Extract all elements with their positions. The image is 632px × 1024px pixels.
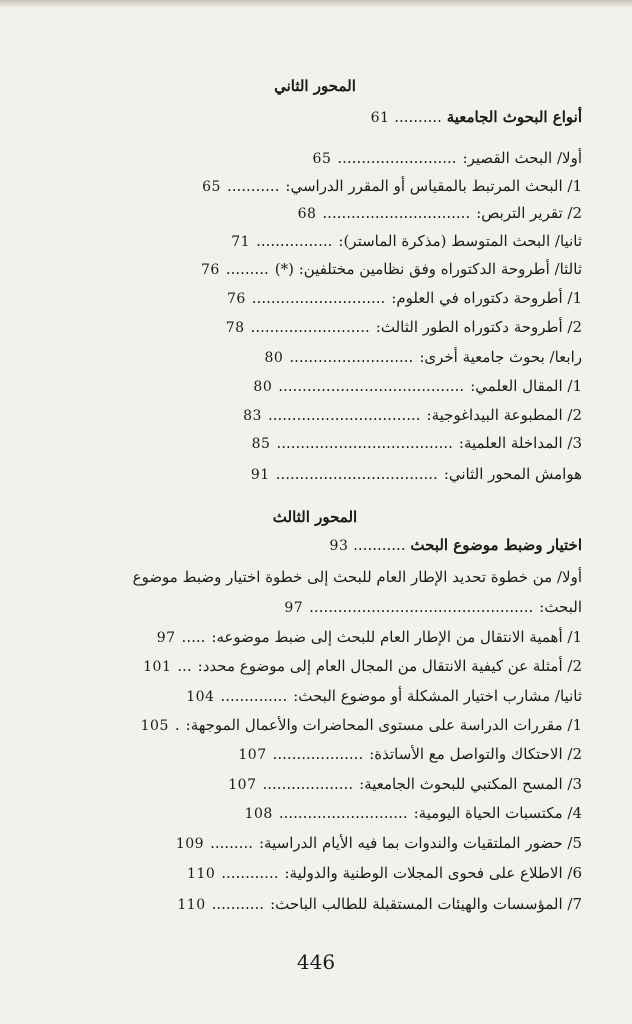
leader-dots: .............. — [220, 687, 288, 705]
entry-text: ثالثا/ أطروحة الدكتوراه وفق نظامين مختلفين: (*) — [274, 260, 582, 278]
toc-entry — [48, 374, 582, 399]
entry-text: 3/ المداخلة العلمية: — [458, 434, 582, 452]
page-ref: 65 — [202, 179, 221, 195]
entry-text: 1/ أهمية الانتقال من الإطار العام للبحث إلى ضبط موضوعه: — [211, 628, 582, 646]
leader-dots: ......... — [225, 260, 269, 278]
page-ref: 78 — [225, 320, 245, 336]
toc-entry — [48, 345, 582, 370]
leader-dots: ............................................... — [309, 598, 534, 616]
toc-entry — [48, 742, 582, 767]
page-ref: 76 — [226, 291, 246, 307]
toc-entry — [48, 462, 582, 487]
page-ref: 93 — [329, 538, 349, 554]
leader-dots: ................................ — [267, 406, 421, 424]
page-edge-shadow — [0, 0, 632, 8]
leader-dots: ............................ — [251, 289, 386, 307]
page-ref: 71 — [231, 234, 251, 250]
leader-dots: ......... — [210, 834, 253, 852]
toc-entry — [48, 257, 582, 282]
page-ref: 105 — [140, 718, 169, 734]
page-ref: 97 — [284, 600, 304, 616]
entry-text: رابعا/ بحوث جامعية أخرى: — [419, 348, 582, 366]
leader-dots: ......................... — [337, 149, 457, 167]
entry-text: 5/ حضور الملتقيات والندوات بما فيه الأيام الدراسية: — [259, 834, 582, 852]
leader-dots: ......................... — [250, 318, 370, 336]
page-ref: 110 — [177, 897, 206, 913]
toc-entry — [48, 892, 582, 917]
page-ref: 101 — [143, 659, 172, 675]
entry-text: 2/ المطبوعة البيداغوجية: — [426, 406, 582, 424]
entry-text: 1/ البحث المرتبط بالمقياس أو المقرر الدراسي: — [285, 177, 582, 195]
section2-heading — [48, 105, 582, 130]
leader-dots: ........... — [211, 895, 265, 913]
section3-heading — [48, 533, 582, 558]
toc-entry — [48, 286, 582, 311]
page-ref: 109 — [175, 836, 205, 852]
leader-dots: ....................................... — [278, 377, 465, 395]
toc-entry-intro-line1: أولا/ من خطوة تحديد الإطار العام للبحث إلى خطوة اختيار وضبط موضوع — [132, 568, 582, 586]
toc-entry — [48, 315, 582, 340]
page-ref: 61 — [370, 110, 390, 126]
page-number: 446 — [296, 950, 336, 974]
toc-entry — [48, 713, 582, 738]
page-ref: 107 — [238, 747, 267, 763]
toc-entry — [48, 772, 582, 797]
heading-text: أنواع البحوث الجامعية — [446, 108, 582, 126]
section3-title: المحور الثالث — [272, 508, 358, 526]
leader-dots: ............................... — [322, 204, 471, 222]
page-ref: 80 — [253, 379, 273, 395]
leader-dots: ................ — [256, 232, 333, 250]
entry-text: 6/ الاطلاع على فحوى المجلات الوطنية والدولية: — [284, 864, 582, 882]
toc-entry — [48, 831, 582, 856]
leader-dots: ............ — [221, 864, 279, 882]
toc-entry-intro-line2 — [48, 595, 582, 620]
page-ref: 80 — [264, 350, 284, 366]
page-ref: 91 — [250, 467, 270, 483]
page-ref: 97 — [156, 630, 176, 646]
leader-dots: ... — [177, 657, 192, 675]
entry-text: البحث: — [539, 598, 582, 616]
entry-text: 2/ تقرير التربص: — [476, 204, 582, 222]
leader-dots: .................................. — [275, 465, 438, 483]
leader-dots: ........... — [353, 536, 406, 554]
toc-entry — [48, 403, 582, 428]
entry-text: 1/ المقال العلمي: — [470, 377, 582, 395]
page-ref: 76 — [200, 262, 220, 278]
entry-text: ثانيا/ مشارب اختيار المشكلة أو موضوع البحث: — [293, 687, 582, 705]
page-ref: 110 — [187, 866, 216, 882]
toc-entry — [48, 229, 582, 254]
heading-text: اختيار وضبط موضوع البحث — [410, 536, 582, 554]
entry-text: 2/ أمثلة عن كيفية الانتقال من المجال العام إلى موضوع محدد: — [197, 657, 582, 675]
toc-entry — [48, 861, 582, 886]
leader-dots: .......... — [394, 108, 442, 126]
section2-title: المحور الثاني — [274, 77, 356, 95]
entry-text: 2/ أطروحة دكتوراه الطور الثالث: — [375, 318, 582, 336]
page-ref: 65 — [312, 151, 332, 167]
entry-text: 7/ المؤسسات والهيئات المستقبلة للطالب الباحث: — [270, 895, 582, 913]
leader-dots: ................... — [262, 775, 354, 793]
toc-entry — [48, 684, 582, 709]
page-ref: 68 — [297, 206, 317, 222]
entry-text: ثانيا/ البحث المتوسط (مذكرة الماستر): — [338, 232, 582, 250]
toc-entry — [48, 801, 582, 826]
toc-entry — [48, 431, 582, 456]
page-ref: 83 — [243, 408, 262, 424]
entry-text: 2/ الاحتكاك والتواصل مع الأساتذة: — [369, 745, 582, 763]
toc-entry — [48, 174, 582, 199]
leader-dots: ..................................... — [276, 434, 453, 452]
leader-dots: ........... — [226, 177, 280, 195]
leader-dots: . — [174, 716, 180, 734]
entry-text: 1/ مقررات الدراسة على مستوى المحاضرات والأعمال الموجهة: — [185, 716, 582, 734]
page-ref: 107 — [228, 777, 257, 793]
leader-dots: ........................... — [278, 804, 408, 822]
entry-text: 4/ مكتسبات الحياة اليومية: — [413, 804, 582, 822]
toc-entry — [48, 146, 582, 171]
entry-text: 3/ المسح المكتبي للبحوث الجامعية: — [359, 775, 582, 793]
page-ref: 104 — [186, 689, 215, 705]
toc-entry — [48, 625, 582, 650]
leader-dots: .......................... — [289, 348, 414, 366]
page-ref: 85 — [251, 436, 271, 452]
leader-dots: ................... — [272, 745, 364, 763]
leader-dots: ..... — [181, 628, 206, 646]
entry-text: هوامش المحور الثاني: — [443, 465, 582, 483]
entry-text: أولا/ البحث القصير: — [462, 149, 582, 167]
entry-text: 1/ أطروحة دكتوراه في العلوم: — [391, 289, 582, 307]
toc-entry — [48, 201, 582, 226]
toc-entry — [48, 654, 582, 679]
page-ref: 108 — [244, 806, 273, 822]
